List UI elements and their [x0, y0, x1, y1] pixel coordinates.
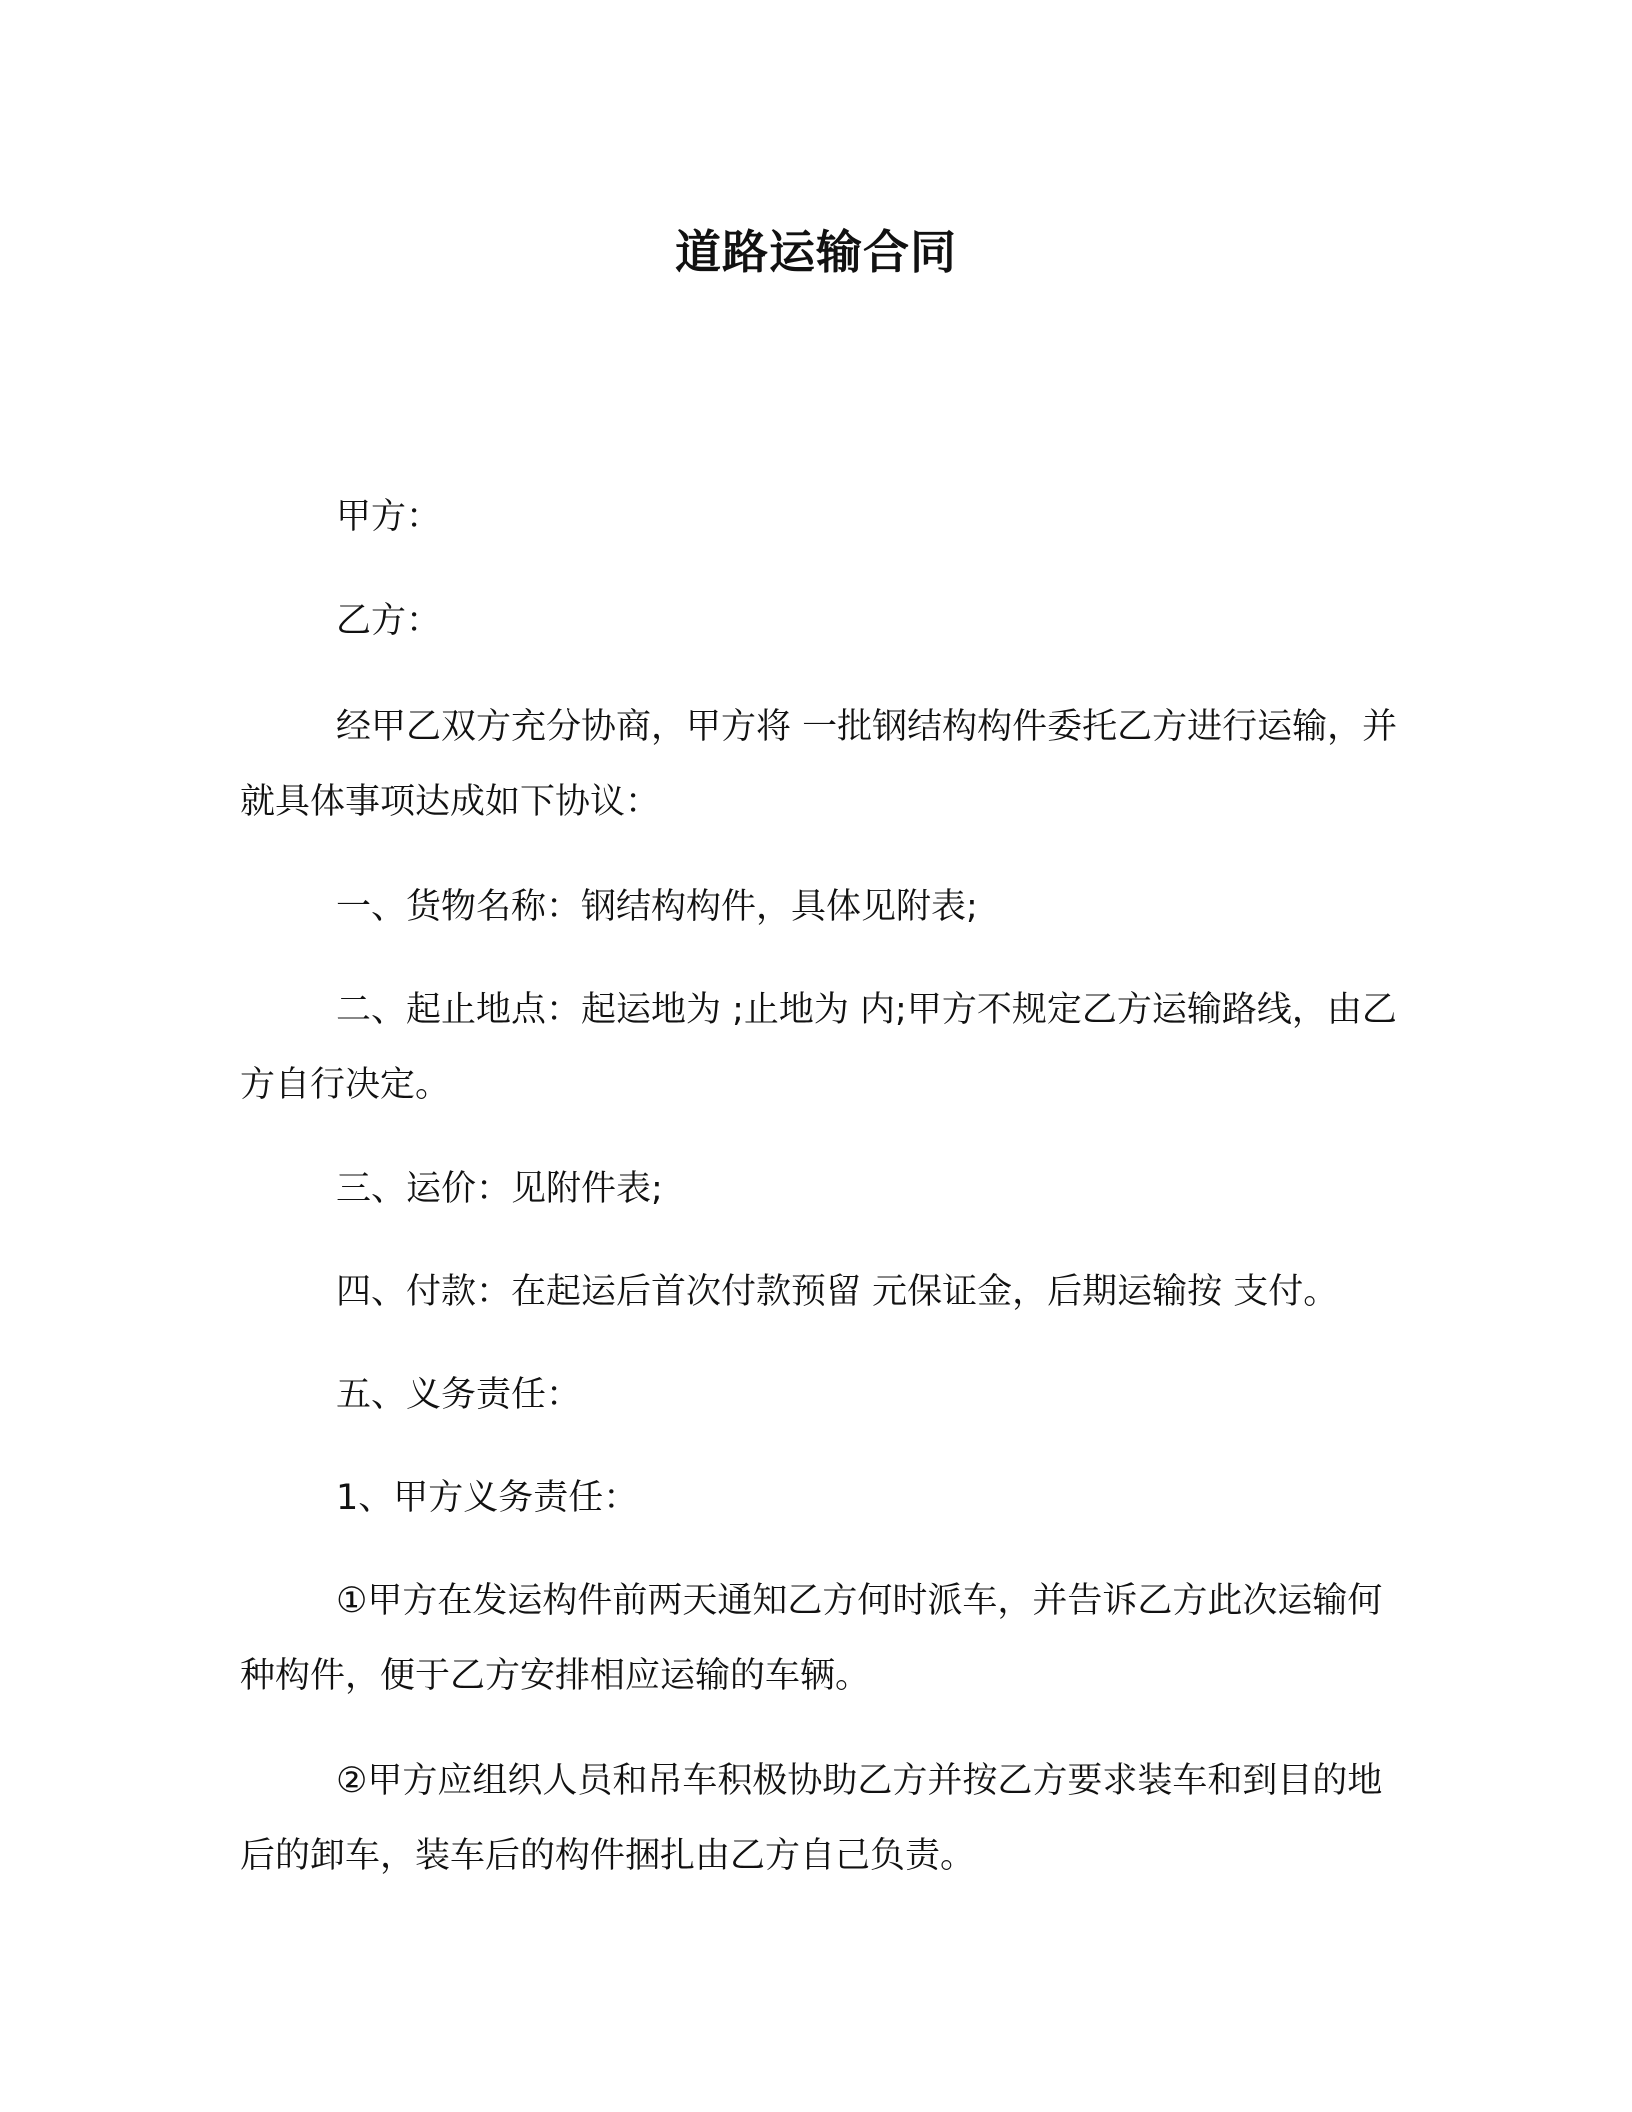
party-a-obligation-1: ①甲方在发运构件前两天通知乙方何时派车，并告诉乙方此次运输何种构件，便于乙方安排相应运输的车辆。 — [240, 1581, 1383, 1696]
clause-locations: 二、起止地点：起运地为 ;止地为 内;甲方不规定乙方运输路线，由乙方自行决定。 — [240, 990, 1397, 1105]
document-title: 道路运输合同 — [675, 225, 957, 279]
clause-goods-name: 一、货物名称：钢结构构件，具体见附表; — [336, 887, 978, 927]
party-b-line: 乙方： — [336, 601, 442, 641]
clause-obligations: 五、义务责任： — [336, 1375, 582, 1415]
party-a-obligations-heading: 1、甲方义务责任： — [336, 1478, 639, 1518]
clause-price: 三、运价：见附件表; — [336, 1169, 663, 1209]
intro-paragraph: 经甲乙双方充分协商，甲方将 一批钢结构构件委托乙方进行运输，并就具体事项达成如下协议： — [240, 707, 1398, 822]
clause-payment: 四、付款：在起运后首次付款预留 元保证金，后期运输按 支付。 — [336, 1272, 1339, 1312]
party-a-line: 甲方： — [336, 497, 442, 537]
party-a-obligation-2: ②甲方应组织人员和吊车积极协助乙方并按乙方要求装车和到目的地后的卸车，装车后的构件捆扎由乙方自己负责。 — [240, 1761, 1383, 1876]
